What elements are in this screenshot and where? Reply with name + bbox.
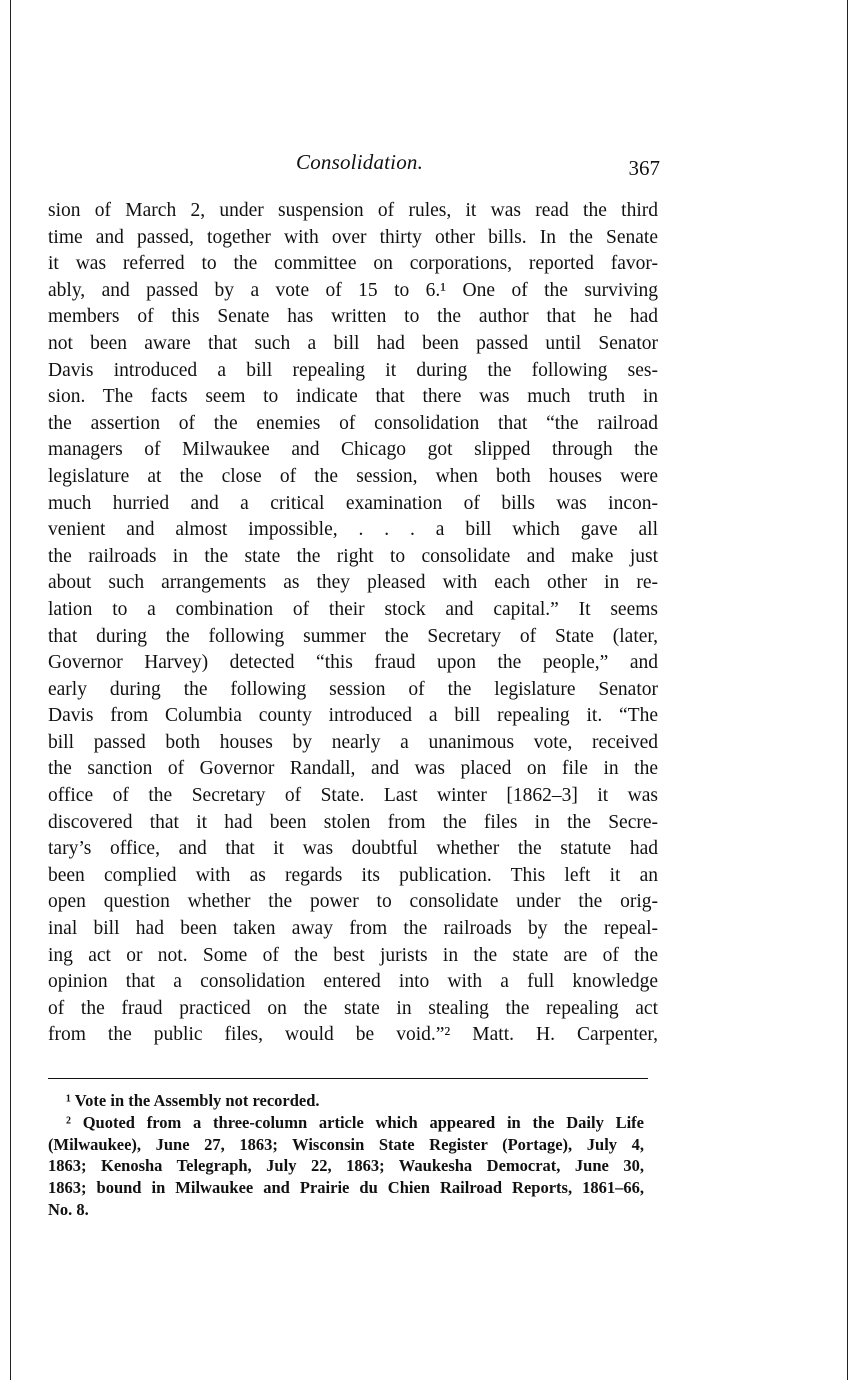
footnotes: [48, 1090, 644, 1221]
footnote-2-line: ² Quoted from a three-column article which appeared in the Daily Life: [66, 1112, 644, 1132]
page-header: [48, 150, 660, 184]
body-line: Davis introduced a bill repealing it during the following ses-: [48, 359, 658, 381]
body-line: the assertion of the enemies of consolidation that “the railroad: [48, 412, 658, 434]
body-line: not been aware that such a bill had been passed until Senator: [48, 332, 658, 354]
body-line: inal bill had been taken away from the railroads by the repeal-: [48, 918, 658, 940]
body-line: legislature at the close of the session, when both houses were: [48, 465, 658, 487]
body-line: bill passed both houses by nearly a unanimous vote, received: [48, 731, 658, 753]
body-line: that during the following summer the Secretary of State (later,: [48, 625, 658, 647]
body-line: opinion that a consolidation entered into with a full knowledge: [48, 971, 658, 993]
body-line: venient and almost impossible, . . . a bill which gave all: [48, 519, 658, 541]
page-edge-left: [10, 0, 11, 1380]
footnote-2-line: 1863; bound in Milwaukee and Prairie du Chien Railroad Reports, 1861–66,: [48, 1178, 644, 1198]
body-line: from the public files, would be void.”² Matt. H. Carpenter,: [48, 1024, 658, 1046]
body-line: lation to a combination of their stock and capital.” It seems: [48, 598, 658, 620]
body-line: office of the Secretary of State. Last winter [1862–3] it was: [48, 785, 658, 807]
body-line: Davis from Columbia county introduced a bill repealing it. “The: [48, 705, 658, 727]
body-line: early during the following session of the legislature Senator: [48, 678, 658, 700]
body-line: it was referred to the committee on corporations, reported favor-: [48, 253, 658, 275]
body-line: Governor Harvey) detected “this fraud upon the people,” and: [48, 652, 658, 674]
body-line: ably, and passed by a vote of 15 to 6.¹ One of the surviving: [48, 279, 658, 301]
body-line: the sanction of Governor Randall, and was placed on file in the: [48, 758, 658, 780]
body-line: managers of Milwaukee and Chicago got slipped through the: [48, 439, 658, 461]
body-line: discovered that it had been stolen from the files in the Secre-: [48, 811, 658, 833]
footnote-rule: [48, 1078, 648, 1079]
running-head: Consolidation.: [296, 150, 424, 174]
body-text: [48, 198, 658, 1049]
page-number: 367: [628, 156, 660, 180]
body-line: time and passed, together with over thirty other bills. In the Senate: [48, 226, 658, 248]
page-edge-right: [847, 0, 848, 1380]
body-line: sion of March 2, under suspension of rules, it was read the third: [48, 200, 658, 221]
footnote-1: ¹ Vote in the Assembly not recorded.: [66, 1091, 320, 1110]
body-line: sion. The facts seem to indicate that there was much truth in: [48, 386, 658, 408]
footnote-2-line: No. 8.: [48, 1199, 89, 1219]
body-line: much hurried and a critical examination of bills was incon-: [48, 492, 658, 514]
body-line: members of this Senate has written to the author that he had: [48, 306, 658, 328]
body-line: about such arrangements as they pleased with each other in re-: [48, 572, 658, 594]
body-line: ing act or not. Some of the best jurists in the state are of the: [48, 944, 658, 966]
body-line: been complied with as regards its publication. This left it an: [48, 864, 658, 886]
body-line: open question whether the power to consolidate under the orig-: [48, 891, 658, 913]
footnote-2-line: 1863; Kenosha Telegraph, July 22, 1863; Waukesha Democrat, June 30,: [48, 1156, 644, 1176]
body-line: the railroads in the state the right to consolidate and make just: [48, 545, 658, 567]
footnote-2-line: (Milwaukee), June 27, 1863; Wisconsin State Register (Portage), July 4,: [48, 1134, 644, 1154]
body-line: tary’s office, and that it was doubtful whether the statute had: [48, 838, 658, 860]
body-line: of the fraud practiced on the state in stealing the repealing act: [48, 997, 658, 1019]
